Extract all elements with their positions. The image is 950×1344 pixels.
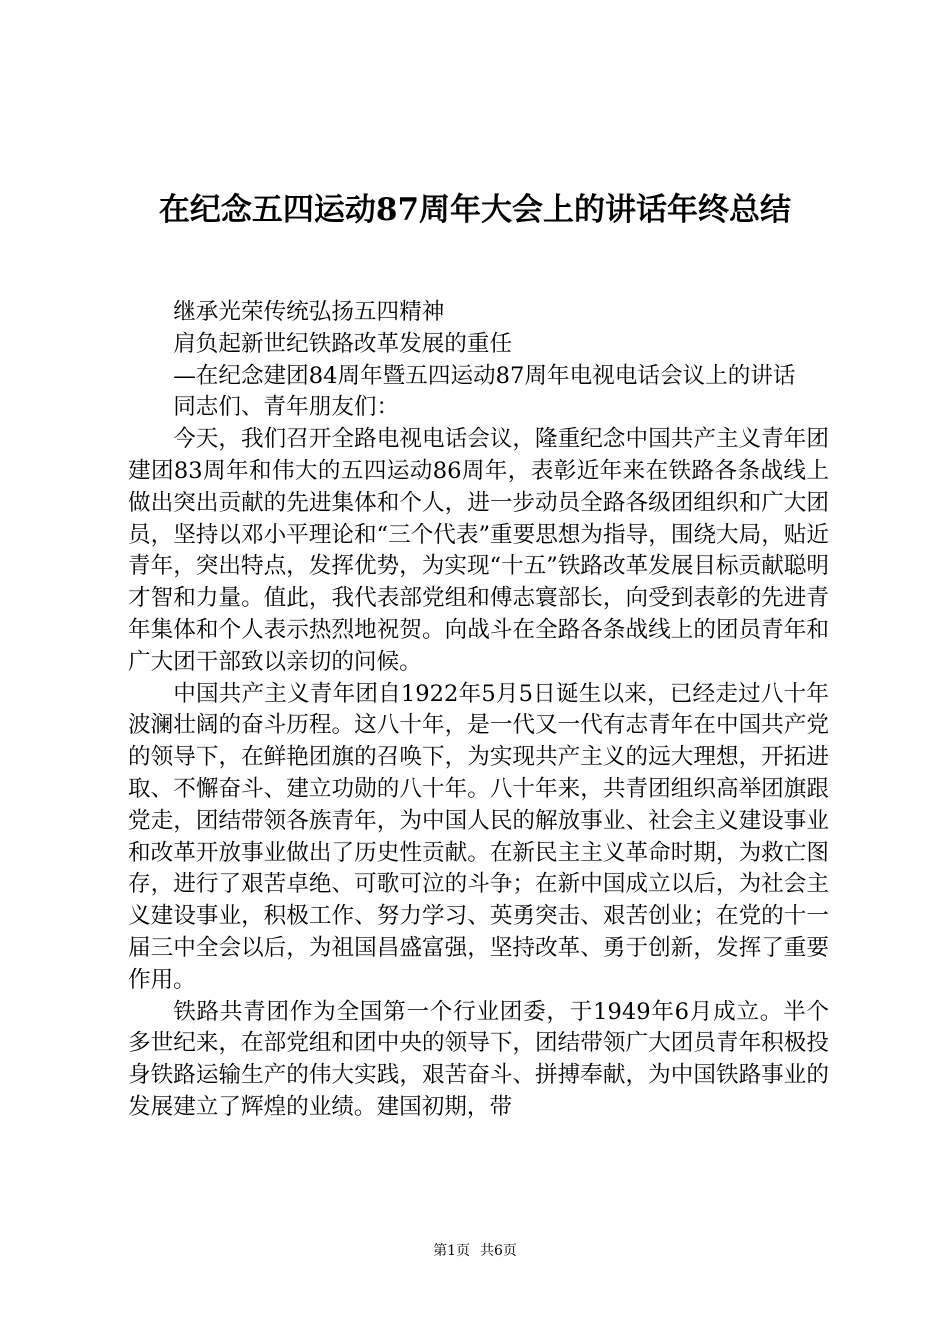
subtitle-line-3: —在纪念建团84周年暨五四运动87周年电视电话会议上的讲话 <box>173 362 796 389</box>
document-body <box>128 297 829 1124</box>
document-title: 在纪念五四运动87周年大会上的讲话年终总结 <box>158 192 792 228</box>
subtitle-line-1: 继承光荣传统弘扬五四精神 <box>173 299 445 325</box>
body-paragraph: 中国共产主义青年团自1922年5月5日诞生以来，已经走过八十年波澜壮阔的奋斗历程。这八十年，是一代又一代有志青年在中国共产党的领导下，在鲜艳团旗的召唤下，为实现共产主义的远大理想，开拓进取、不懈奋斗、建立功勋的八十年。八十年来，共青团组织高举团旗跟党走，团结带领各族青年，为中国人民的解放事业、社会主义建设事业和改革开放事业做出了历史性贡献。在新民主主义革命时期，为救亡图存，进行了艰苦卓绝、可歌可泣的斗争；在新中国成立以后，为社会主义建设事业，积极工作、努力学习、英勇突击、艰苦创业；在党的十一届三中全会以后，为祖国昌盛富强，坚持改革、勇于创新，发挥了重要作用。 <box>128 680 829 993</box>
salutation: 同志们、青年朋友们： <box>173 394 400 421</box>
body-paragraph: 今天，我们召开全路电视电话会议，隆重纪念中国共产主义青年团建团83周年和伟大的五四运动86周年，表彰近年来在铁路各条战线上做出突出贡献的先进集体和个人，进一步动员全路各级团组织和广大团员，坚持以邓小平理论和“三个代表”重要思想为指导，围绕大局，贴近青年，突出特点，发挥优势，为实现“十五”铁路改革发展目标贡献聪明才智和力量。值此，我代表部党组和傅志寰部长，向受到表彰的先进青年集体和个人表示热烈地祝贺。向战斗在全路各条战线上的团员青年和广大团干部致以亲切的问候。 <box>128 426 829 675</box>
subtitle-line-2: 肩负起新世纪铁路改革发展的重任 <box>173 330 513 357</box>
page-total: 共6页 <box>480 1243 517 1259</box>
page-footer <box>0 1241 950 1261</box>
body-paragraph: 铁路共青团作为全国第一个行业团委，于1949年6月成立。半个多世纪来，在部党组和团中央的领导下，团结带领广大团员青年积极投身铁路运输生产的伟大实践，艰苦奋斗、拼搏奉献，为中国铁路事业的发展建立了辉煌的业绩。建国初期，带 <box>128 998 829 1120</box>
page-number: 第1页 <box>433 1243 470 1259</box>
